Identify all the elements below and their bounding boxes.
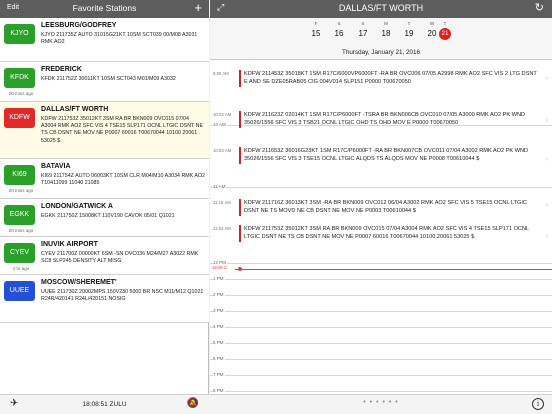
date-bar [210,18,552,60]
current-time-line [235,269,552,270]
station-row-kjyo[interactable] [0,18,209,62]
station-row-uuee[interactable] [0,275,209,323]
hour-line-4pm [210,324,552,329]
bell-muted-icon[interactable]: 🔕 [186,398,199,409]
station-name: BATAVIA [41,163,71,170]
day-letter: T [407,21,411,26]
hour-label: 3 PM [213,308,224,313]
zulu-clock: 18:08:51 ZULU [82,401,127,408]
station-metar: EGKK 211750Z 15008KT 110V190 CAVOK 05/01 Q1021 [41,213,175,219]
station-name: LEESBURG/GODFREY [41,22,117,29]
chevron-right-icon: › [545,117,548,124]
expand-icon[interactable]: ⤢ [217,2,225,12]
station-name: DALLAS/FT WORTH [41,106,109,113]
day-fri-15[interactable] [308,21,324,40]
hour-label: 2 PM [213,292,224,297]
station-badge: KJYO [4,24,35,44]
station-badge: KFDK [4,68,35,88]
hour-line-3pm [210,308,552,313]
day-letter: S [361,21,365,26]
station-row-kdfw[interactable] [0,102,209,159]
day-letter: T [443,21,447,26]
station-row-kfdk[interactable] [0,62,209,102]
station-name: FREDERICK [41,66,82,73]
station-badge: EGKK [4,205,35,225]
hour-label: 7 PM [213,372,224,377]
observation-entry[interactable]: KDFW 211716Z 36013KT 3SM -RA BR BKN009 OVC012 06/04 A3002 RMK AO2 SFC VIS 5 TSE15 OCNL LTGIC DSNT NE TS MOVD NE CB DSNT NE MOV NE P0003 T00610044 $ [239,199,541,216]
hour-line-7pm [210,372,552,377]
day-number: 18 [381,29,391,38]
station-metar: KDFW 211753Z 35012KT 3SM RA BR BKN009 OVC015 07/04 A3004 RMK AO2 SFC VIS 4 TSE15 SLP171 OCNL LTGIC DSNT NE TS CB DSNT NE MOV NE P0007 60016 T00670044 10100 20061 53025 $ [41,116,204,144]
observation-entry[interactable]: KDFW 211623Z 02014KT 1SM R17C/P6000FT -TSRA BR BKN006CB OVC010 07/05 A3000 RMK AO2 PK WND 35026/1556 SFC VIS 3 TSB21 OCNL LTGIC OHD TS OHD MOV E P0000 T00670050 [239,111,541,128]
station-age: 20 mins ago [8,91,34,96]
edit-button[interactable]: Edit [7,4,20,11]
station-metar: UUEE 211730Z 20002MPS 150V230 5000 BR NSC M11/M12 Q1021 R24R/420141 R24L/420151 NOSIG [41,289,204,303]
selected-date: Thursday, January 21, 2016 [342,49,420,56]
day-number: 19 [404,29,414,38]
day-sun-17[interactable] [355,21,371,40]
page-indicator[interactable]: • • • • • • [363,399,399,406]
airplane-icon[interactable]: ✈ [10,398,19,409]
hour-line-12pm [210,260,552,265]
station-row-cyev[interactable] [0,237,209,275]
chevron-right-icon: › [545,75,548,82]
hour-line-2pm [210,292,552,297]
hour-label: 11 AM [213,184,226,189]
chevron-right-icon: › [545,156,548,163]
hour-line-5pm [210,340,552,345]
station-age: 1 hr ago [12,266,30,271]
hour-label: 4 PM [213,324,224,329]
observation-timeline [210,60,552,396]
station-row-ki69[interactable] [0,159,209,199]
obs-time: 11:53 AM [213,226,231,231]
station-age: 20 mins ago [8,228,34,233]
observation-entry[interactable]: KDFW 211653Z 36016G23KT 1SM R17C/P6000FT -RA BR BKN007CB OVC011 07/04 A3002 RMK AO2 PK WND 35026/1556 SFC VIS 3 TSE15 OCNL LTGIC ALQDS TS ALQDS MOV NE P0008 T00610044 $ [239,147,541,164]
station-metar: KFDK 211752Z 30011KT 10SM SCT043 M01/M09 A3032 [41,76,176,82]
chevron-right-icon: › [545,233,548,240]
station-badge: KI69 [4,165,35,185]
day-letter: W [429,21,435,26]
day-mon-18[interactable] [378,21,394,40]
day-tue-19[interactable] [401,21,417,40]
hour-line-11am [210,184,552,189]
station-age: 20 mins ago [8,188,34,193]
info-icon[interactable]: i [532,398,544,410]
hour-label: 5 PM [213,340,224,345]
station-metar: CYEV 211700Z 00000KT 6SM -SN OVC036 M24/M27 A3022 RMK SC8 SLP245 DENSITY ALT MISG [41,251,199,265]
hour-label: 1 PM [213,276,224,281]
station-name: LONDON/GATWICK A [41,203,113,210]
day-sat-16[interactable] [331,21,347,40]
obs-time: 10:23 AM [213,112,232,117]
left-header [0,0,209,18]
hour-line-8pm [210,388,552,393]
station-detail-pane [210,0,552,414]
favorite-stations-pane [0,0,209,414]
station-row-egkk[interactable] [0,199,209,237]
day-letter: F [314,21,318,26]
station-metar: KJYO 211735Z AUTO 31015G21KT 10SM SCT039 00/M08 A3031 RMK AO2 [41,32,198,46]
station-name: MOSCOW/SHEREMET' [41,279,117,286]
hour-label: 10 AM [213,122,226,127]
add-station-button[interactable]: + [194,0,202,15]
station-list [0,18,209,323]
hour-line-1pm [210,276,552,281]
favorite-stations-title: Favorite Stations [72,3,137,13]
day-number: 17 [358,29,368,38]
day-number: 16 [334,29,344,38]
station-title: DALLAS/FT WORTH [338,3,424,13]
station-badge: UUEE [4,281,35,301]
obs-time: 11:16 AM [213,200,231,205]
station-badge: CYEV [4,243,35,263]
refresh-icon[interactable]: ↻ [534,2,544,14]
observation-entry[interactable]: KDFW 211753Z 35012KT 3SM RA BR BKN009 OVC015 07/04 A3004 RMK AO2 SFC VIS 4 TSE15 SLP171 OCNL LTGIC DSNT NE TS CB DSNT NE MOV NE P0007 60016 T00670044 10100 20061 53025 $ [239,225,541,242]
obs-time: 8:55 AM [213,71,229,76]
observation-entry[interactable]: KDFW 211453Z 35018KT 1SM R17C/6000VP6000FT -RA BR OVC006 07/05 A2998 RMK AO2 SFC VIS 2 LTG DSNT E AND SE DZE05RAB05 CIG 004V014 SLP151 P0000 T00670050 [239,70,541,87]
station-metar: KI69 211754Z AUTO 06003KT 10SM CLR M04/M10 A3034 RMK AO2 T10411099 11040 21085 [41,173,206,187]
chevron-right-icon: › [545,202,548,209]
day-number: 15 [311,29,321,38]
station-badge: KDFW [4,108,35,128]
day-number: 20 [427,29,437,38]
right-header [210,0,552,18]
left-footer [0,394,209,414]
hour-line-6pm [210,356,552,361]
right-footer [210,394,552,414]
station-name: INUVIK AIRPORT [41,241,98,248]
hour-label: 6 PM [213,356,224,361]
day-letter: S [337,21,341,26]
day-number: 21 [439,28,451,40]
current-time-label: 18:06 Z [212,265,227,270]
current-time-dot [238,267,242,271]
obs-time: 10:53 AM [213,148,232,153]
day-letter: M [384,21,388,26]
hour-label: 8 PM [213,388,224,393]
day-thu-21-selected[interactable] [437,21,453,40]
hour-label: 12 PM [213,260,227,265]
